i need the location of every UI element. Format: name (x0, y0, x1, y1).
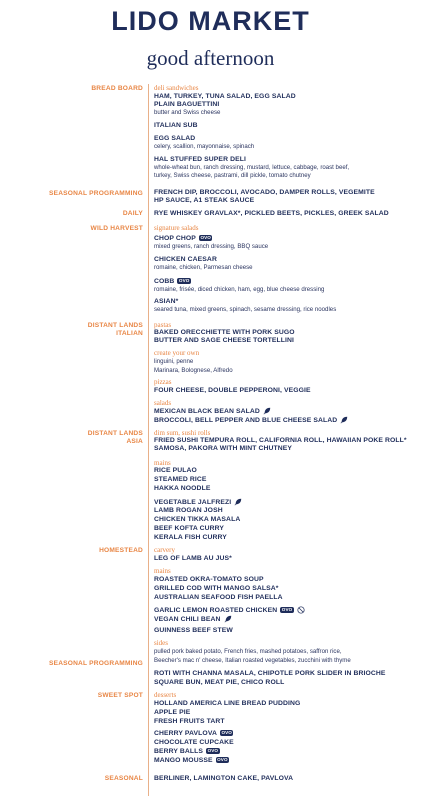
label-wild-harvest: WILD HARVEST (90, 225, 143, 232)
item-description: mixed greens, ranch dressing, BBQ sauce (154, 243, 269, 250)
label-seasonal-programming-2: SEASONAL PROGRAMMING (49, 660, 143, 667)
ovo-badge: OVO (178, 278, 190, 284)
label-bread-board: BREAD BOARD (91, 85, 143, 92)
menu-item: FRESH FRUITS TART (154, 718, 225, 725)
menu-item: ASIAN* (154, 298, 179, 305)
menu-item: RICE PULAO (154, 467, 197, 474)
menu-item: BERRY BALLS OVO (154, 748, 219, 755)
ovo-badge: OVO (217, 757, 228, 763)
menu-item: HAKKA NOODLE (154, 485, 211, 492)
menu-item: LAMB ROGAN JOSH (154, 507, 223, 514)
menu-item: BAKED ORECCHIETTE WITH PORK SUGO (154, 329, 295, 336)
column-divider (148, 84, 149, 796)
leaf-icon (263, 407, 271, 415)
item-description: pulled pork baked potato, French fries, mashed potatoes, saffron rice, (154, 648, 342, 655)
menu-item: CHICKEN TIKKA MASALA (154, 516, 241, 523)
item-description: celery, scallion, mayonnaise, spinach (154, 143, 255, 150)
ovo-badge: OVO (207, 748, 219, 754)
subheading: carvery (154, 546, 175, 554)
menu-item: EGG SALAD (154, 135, 196, 142)
menu-item: FOUR CHEESE, DOUBLE PEPPERONI, VEGGIE (154, 387, 311, 394)
subheading: salads (154, 399, 172, 407)
menu-item: STEAMED RICE (154, 476, 207, 483)
item-description: Beecher's mac n' cheese, Italian roasted vegetables, zucchini with thyme (154, 657, 351, 664)
menu-item: FRENCH DIP, BROCCOLI, AVOCADO, DAMPER ROLLS, VEGEMITE (154, 189, 375, 196)
menu-item: BERLINER, LAMINGTON CAKE, PAVLOVA (154, 775, 294, 782)
menu-item: CHICKEN CAESAR (154, 256, 217, 263)
menu-item: SAMOSA, PAKORA WITH MINT CHUTNEY (154, 445, 292, 452)
menu-item: GUINNESS BEEF STEW (154, 627, 233, 634)
subheading: sides (154, 639, 168, 647)
item-description: romaine, frisée, diced chicken, ham, egg, blue cheese dressing (154, 286, 325, 293)
menu-item: BUTTER AND SAGE CHEESE TORTELLINI (154, 337, 295, 344)
ovo-badge: OVO (281, 607, 293, 612)
menu-item: ROTI WITH CHANNA MASALA, CHIPOTLE PORK SLIDER IN BRIOCHE (154, 670, 386, 677)
label-sweet-spot: SWEET SPOT (97, 692, 143, 699)
menu-item: APPLE PIE (154, 709, 191, 716)
item-description: seared tuna, mixed greens, spinach, sesame dressing, rice noodles (154, 306, 337, 313)
label-distant-lands-asia: DISTANT LANDS (87, 430, 143, 437)
menu-item: CHOP CHOP OVO (154, 235, 211, 242)
menu-item: RYE WHISKEY GRAVLAX*, PICKLED BEETS, PICKLES, GREEK SALAD (154, 210, 389, 217)
label-italian: ITALIAN (116, 330, 143, 337)
leaf-icon (224, 615, 232, 623)
item-description: butter and Swiss cheese (154, 109, 221, 116)
menu-item: CHERRY PAVLOVA OVO (154, 730, 232, 737)
menu-item: LEG OF LAMB AU JUS* (154, 555, 232, 562)
subheading: mains (154, 459, 171, 467)
menu-item: VEGETABLE JALFREZI (154, 498, 242, 507)
menu-item: HAL STUFFED SUPER DELI (154, 156, 246, 163)
subheading: pastas (154, 321, 172, 329)
subheading: deli sandwiches (154, 84, 199, 92)
subheading: pizzas (154, 378, 172, 386)
label-seasonal: SEASONAL (104, 775, 143, 782)
greeting: good afternoon (146, 46, 275, 70)
item-description: whole-wheat bun, ranch dressing, mustard, lettuce, cabbage, roast beef, (154, 164, 350, 171)
subheading: create your own (154, 349, 200, 357)
menu-item: BEEF KOFTA CURRY (154, 525, 225, 532)
menu-item: FRIED SUSHI TEMPURA ROLL, CALIFORNIA ROLL, HAWAIIAN POKE ROLL* (154, 437, 407, 444)
menu-item: MEXICAN BLACK BEAN SALAD (154, 407, 271, 416)
subheading: signature salads (154, 224, 199, 232)
label-distant-lands: DISTANT LANDS (87, 322, 143, 329)
menu-item: HAM, TURKEY, TUNA SALAD, EGG SALAD (154, 93, 296, 100)
menu-item: KERALA FISH CURRY (154, 534, 227, 541)
menu-item: ITALIAN SUB (154, 122, 198, 129)
nut-free-icon (297, 606, 305, 614)
label-asia: ASIA (126, 438, 143, 445)
menu-item: AUSTRALIAN SEAFOOD FISH PAELLA (154, 594, 283, 601)
menu-item: GRILLED COD WITH MANGO SALSA* (154, 585, 279, 592)
ovo-badge: OVO (200, 235, 211, 241)
item-description: Marinara, Bolognese, Alfredo (154, 367, 233, 374)
menu-item: VEGAN CHILI BEAN (154, 615, 232, 624)
label-homestead: HOMESTEAD (99, 547, 143, 554)
leaf-icon (234, 498, 242, 506)
item-description: romaine, chicken, Parmesan cheese (154, 264, 253, 271)
item-description: linguini, penne (154, 358, 194, 365)
menu-item: BROCCOLI, BELL PEPPER AND BLUE CHEESE SALAD (154, 416, 348, 425)
label-daily: DAILY (122, 210, 143, 217)
subheading: dim sum, sushi rolls (154, 429, 211, 437)
menu-item: GARLIC LEMON ROASTED CHICKEN OVO (154, 606, 305, 615)
subheading: mains (154, 567, 171, 575)
menu-item: ROASTED OKRA-TOMATO SOUP (154, 576, 264, 583)
leaf-icon (340, 416, 348, 424)
menu-item: COBB OVO (154, 278, 190, 285)
subheading: desserts (154, 691, 177, 699)
label-seasonal-programming: SEASONAL PROGRAMMING (49, 190, 143, 197)
brand-title: LIDO MARKET (111, 6, 310, 36)
menu-item: CHOCOLATE CUPCAKE (154, 739, 234, 746)
menu-item: HP SAUCE, A1 STEAK SAUCE (154, 197, 255, 204)
ovo-badge: OVO (221, 730, 232, 736)
menu-item: PLAIN BAGUETTINI (154, 101, 220, 108)
menu-item: MANGO MOUSSE OVO (154, 757, 228, 764)
menu-item: SQUARE BUN, MEAT PIE, CHICO ROLL (154, 679, 285, 686)
menu-item: HOLLAND AMERICA LINE BREAD PUDDING (154, 700, 301, 707)
item-description: turkey, Swiss cheese, pastrami, dill pickle, tomato chutney (154, 172, 311, 179)
